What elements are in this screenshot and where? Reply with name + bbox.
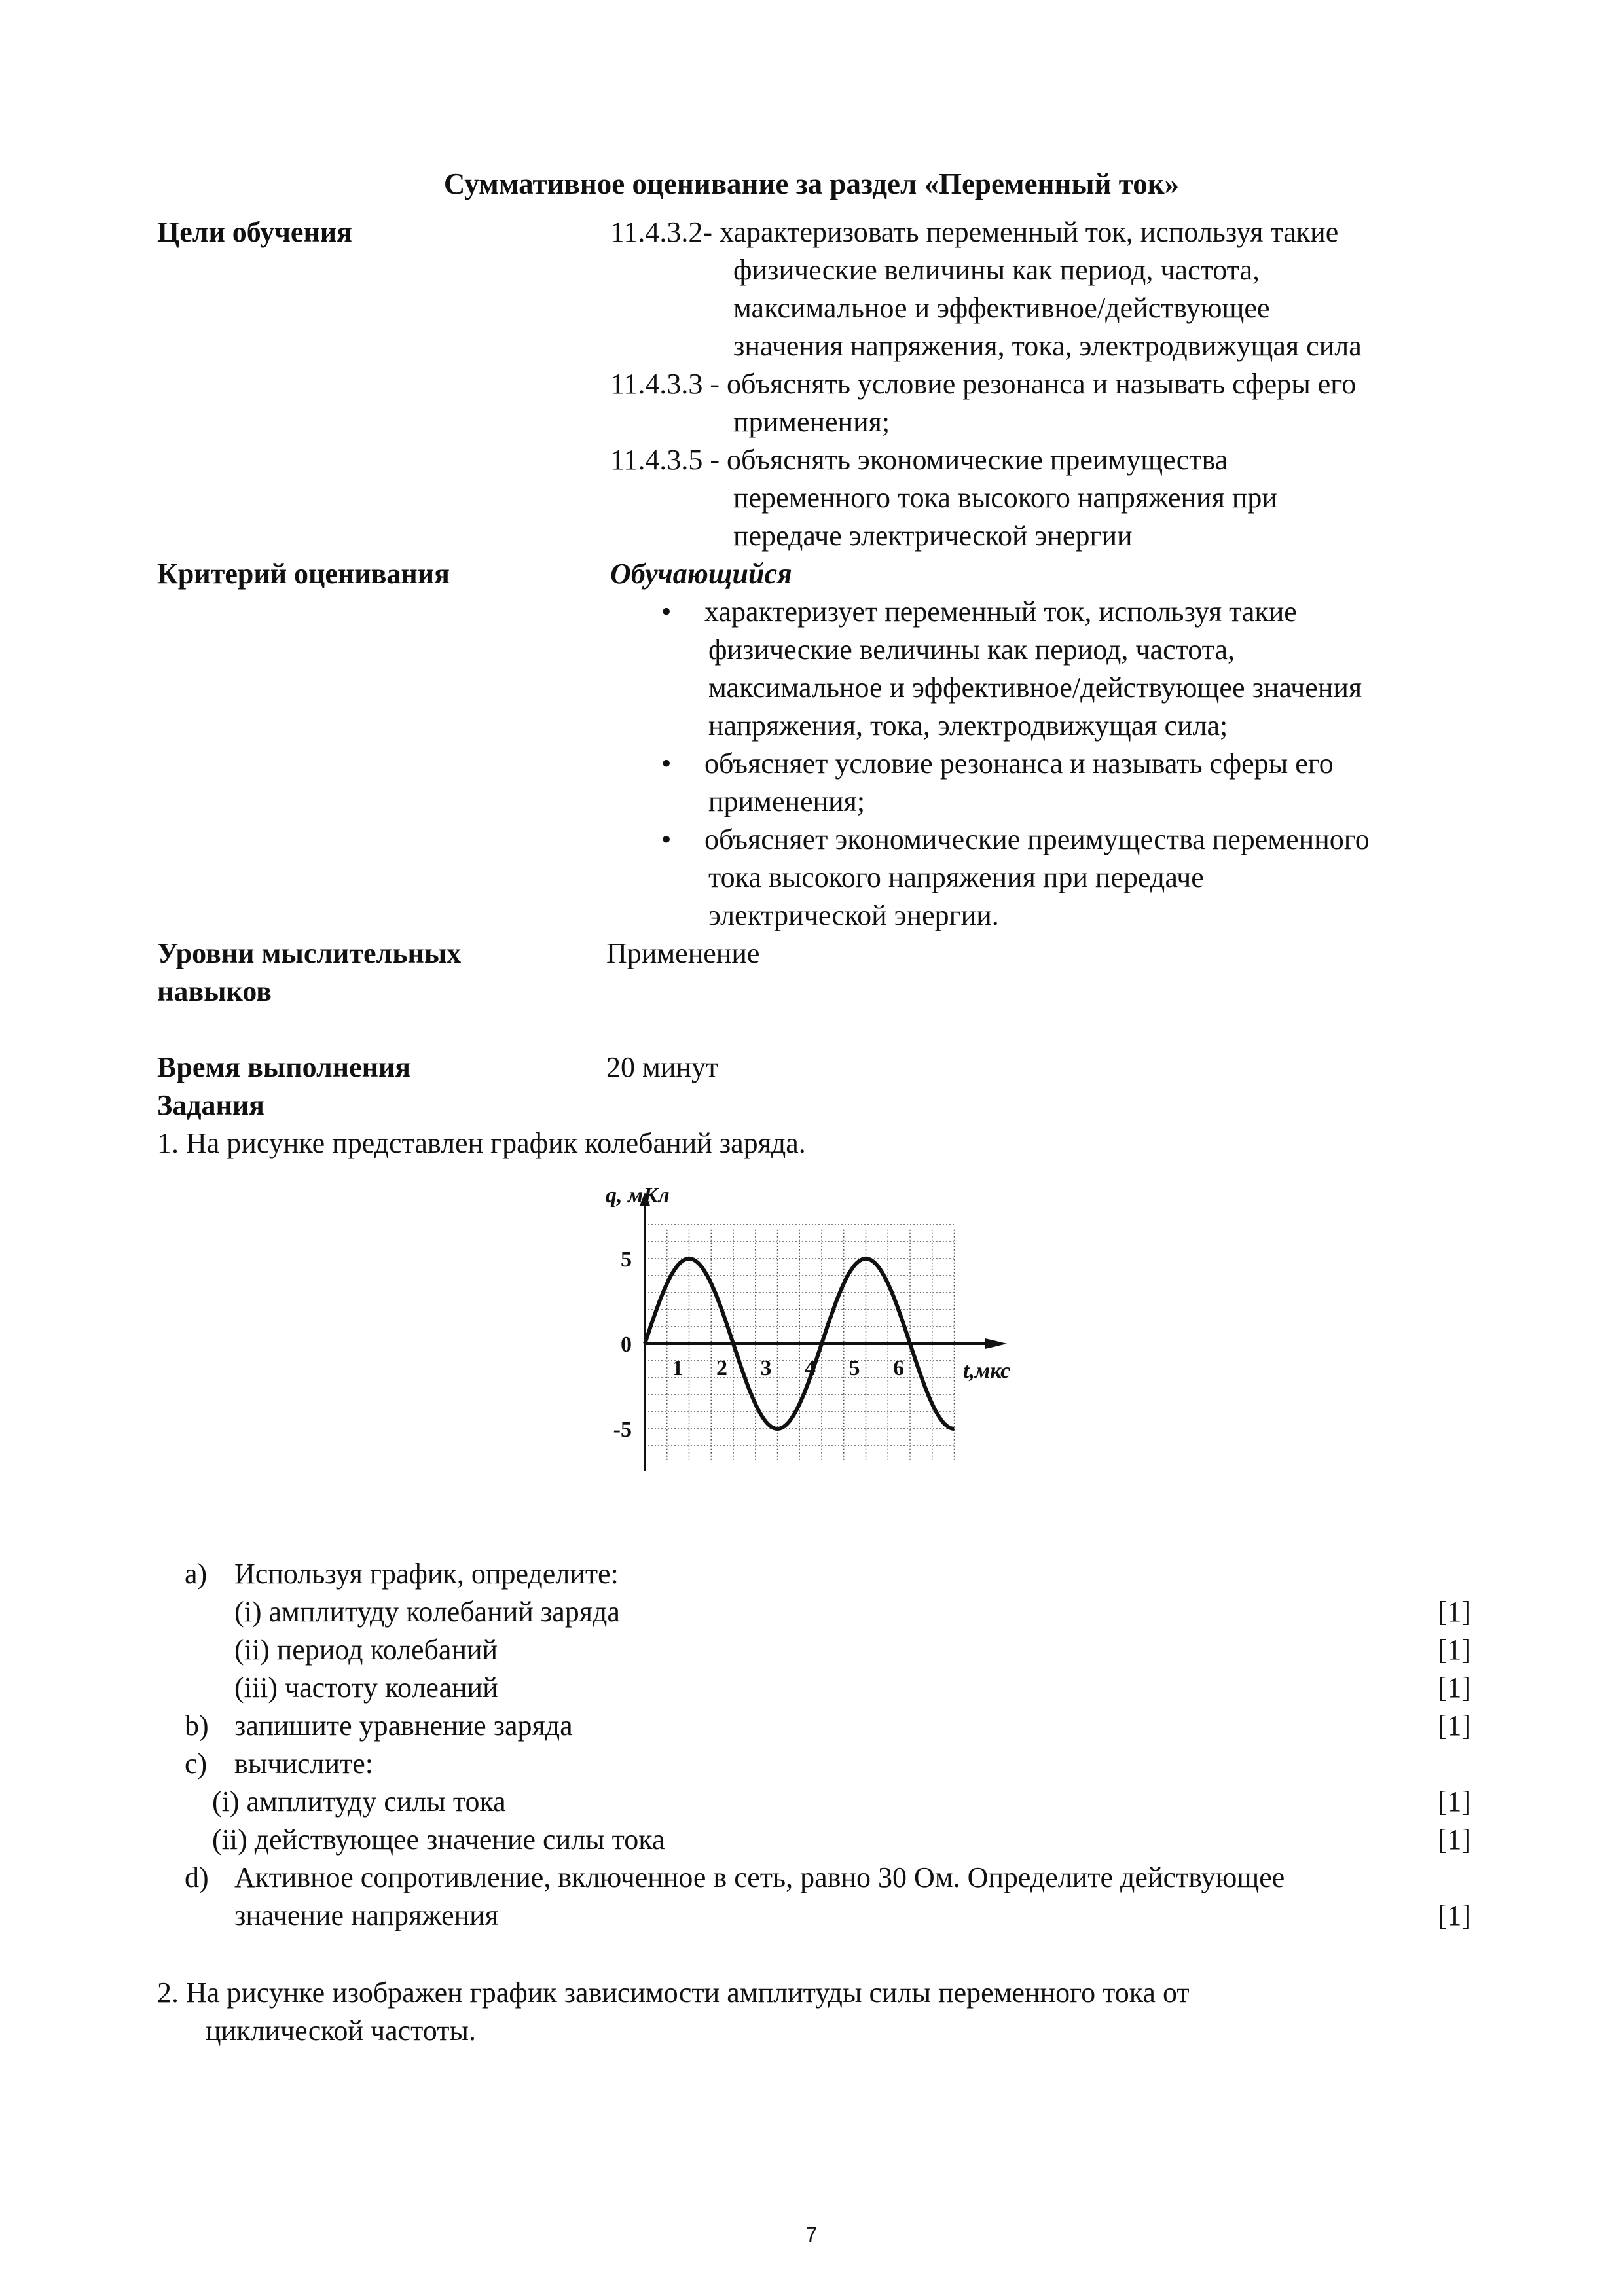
y-tick-labels <box>613 1247 632 1442</box>
criteria-1-line-2: физические величины как период, частота, <box>708 634 1235 666</box>
part-a-text: Используя график, определите: <box>234 1558 619 1590</box>
x-tick-label: 1 <box>672 1356 684 1380</box>
part-c-ii: (ii) действующее значение силы тока <box>212 1823 665 1856</box>
levels-value: Применение <box>606 937 760 969</box>
page-title: Суммативное оценивание за раздел «Переменный ток» <box>443 168 1180 200</box>
criteria-heading: Обучающийся <box>610 558 792 590</box>
y-tick-label: 5 <box>621 1247 632 1272</box>
goal-2-line-1: 11.4.3.3 - объяснять условие резонанса и называть сферы его <box>610 368 1357 400</box>
part-c-i: (i) амплитуду силы тока <box>212 1785 506 1818</box>
goal-3-line-1: 11.4.3.5 - объяснять экономические преимущества <box>610 444 1228 476</box>
x-tick-labels <box>672 1356 905 1380</box>
part-a-iii: (iii) частоту колеаний <box>234 1672 498 1704</box>
charge-oscillation-graph <box>583 1158 1054 1505</box>
part-b-mark: [1] <box>1437 1710 1471 1742</box>
criteria-3-line-1: объясняет экономические преимущества переменного <box>704 823 1370 855</box>
part-b-text: запишите уравнение заряда <box>234 1710 573 1742</box>
goal-3-line-2: переменного тока высокого напряжения при <box>733 482 1277 514</box>
x-tick-label: 4 <box>805 1356 816 1380</box>
bullet-2: • <box>661 747 672 780</box>
criteria-1-line-4: напряжения, тока, электродвижущая сила; <box>708 709 1228 742</box>
goal-1-line-2: физические величины как период, частота, <box>733 254 1260 286</box>
part-a-i-mark: [1] <box>1437 1596 1471 1628</box>
task-1-text: 1. На рисунке представлен график колебаний заряда. <box>157 1127 806 1159</box>
part-a-ii-mark: [1] <box>1437 1634 1471 1666</box>
part-a-iii-mark: [1] <box>1437 1672 1471 1704</box>
part-a-ii: (ii) период колебаний <box>234 1634 498 1666</box>
tasks-label: Задания <box>157 1089 264 1121</box>
criteria-1-line-1: характеризует переменный ток, используя такие <box>704 596 1297 628</box>
part-c-ii-mark: [1] <box>1437 1823 1471 1856</box>
criteria-3-line-2: тока высокого напряжения при передаче <box>708 861 1204 893</box>
criteria-3-line-3: электрической энергии. <box>708 899 999 931</box>
goal-1-line-1: 11.4.3.2- характеризовать переменный ток, используя такие <box>610 216 1339 248</box>
goal-2-line-2: применения; <box>733 406 890 438</box>
part-b-marker: b) <box>185 1710 209 1742</box>
part-d-line-2: значение напряжения <box>234 1899 498 1931</box>
time-value: 20 минут <box>606 1051 719 1083</box>
levels-label-line-1: Уровни мыслительных <box>157 937 462 969</box>
x-tick-label: 6 <box>893 1356 904 1380</box>
criteria-1-line-3: максимальное и эффективное/действующее значения <box>708 672 1362 704</box>
x-tick-label: 5 <box>848 1356 860 1380</box>
page-number: 7 <box>805 2223 818 2246</box>
criteria-2-line-1: объясняет условие резонанса и называть сферы его <box>704 747 1334 780</box>
task-2-line-1: 2. На рисунке изображен график зависимости амплитуды силы переменного тока от <box>157 1977 1190 2009</box>
time-label: Время выполнения <box>157 1051 411 1083</box>
y-tick-label: 0 <box>621 1333 632 1357</box>
y-axis-label: q, мКл <box>606 1183 670 1208</box>
part-a-marker: a) <box>185 1558 208 1590</box>
part-c-marker: c) <box>185 1748 208 1780</box>
part-c-i-mark: [1] <box>1437 1785 1471 1818</box>
x-axis-arrow <box>985 1338 1008 1349</box>
part-d-line-1: Активное сопротивление, включенное в сеть, равно 30 Ом. Определите действующее <box>234 1861 1285 1893</box>
criteria-2-line-2: применения; <box>708 785 866 817</box>
bullet-1: • <box>661 596 672 628</box>
x-tick-label: 2 <box>716 1356 727 1380</box>
part-d-mark: [1] <box>1437 1899 1471 1931</box>
task-2-line-2: циклической частоты. <box>206 2015 476 2047</box>
part-d-marker: d) <box>185 1861 209 1893</box>
bullet-3: • <box>661 823 672 855</box>
x-axis-label: t,мкс <box>963 1359 1011 1383</box>
levels-label-line-2: навыков <box>157 975 272 1007</box>
y-tick-label: -5 <box>613 1418 632 1442</box>
goals-label: Цели обучения <box>157 216 352 248</box>
part-a-i: (i) амплитуду колебаний заряда <box>234 1596 620 1628</box>
goal-1-line-3: максимальное и эффективное/действующее <box>733 292 1270 324</box>
part-c-text: вычислите: <box>234 1748 374 1780</box>
goal-3-line-3: передаче электрической энергии <box>733 520 1133 552</box>
criteria-label: Критерий оценивания <box>157 558 450 590</box>
goal-1-line-4: значения напряжения, тока, электродвижущая сила <box>733 330 1362 362</box>
x-tick-label: 3 <box>760 1356 772 1380</box>
